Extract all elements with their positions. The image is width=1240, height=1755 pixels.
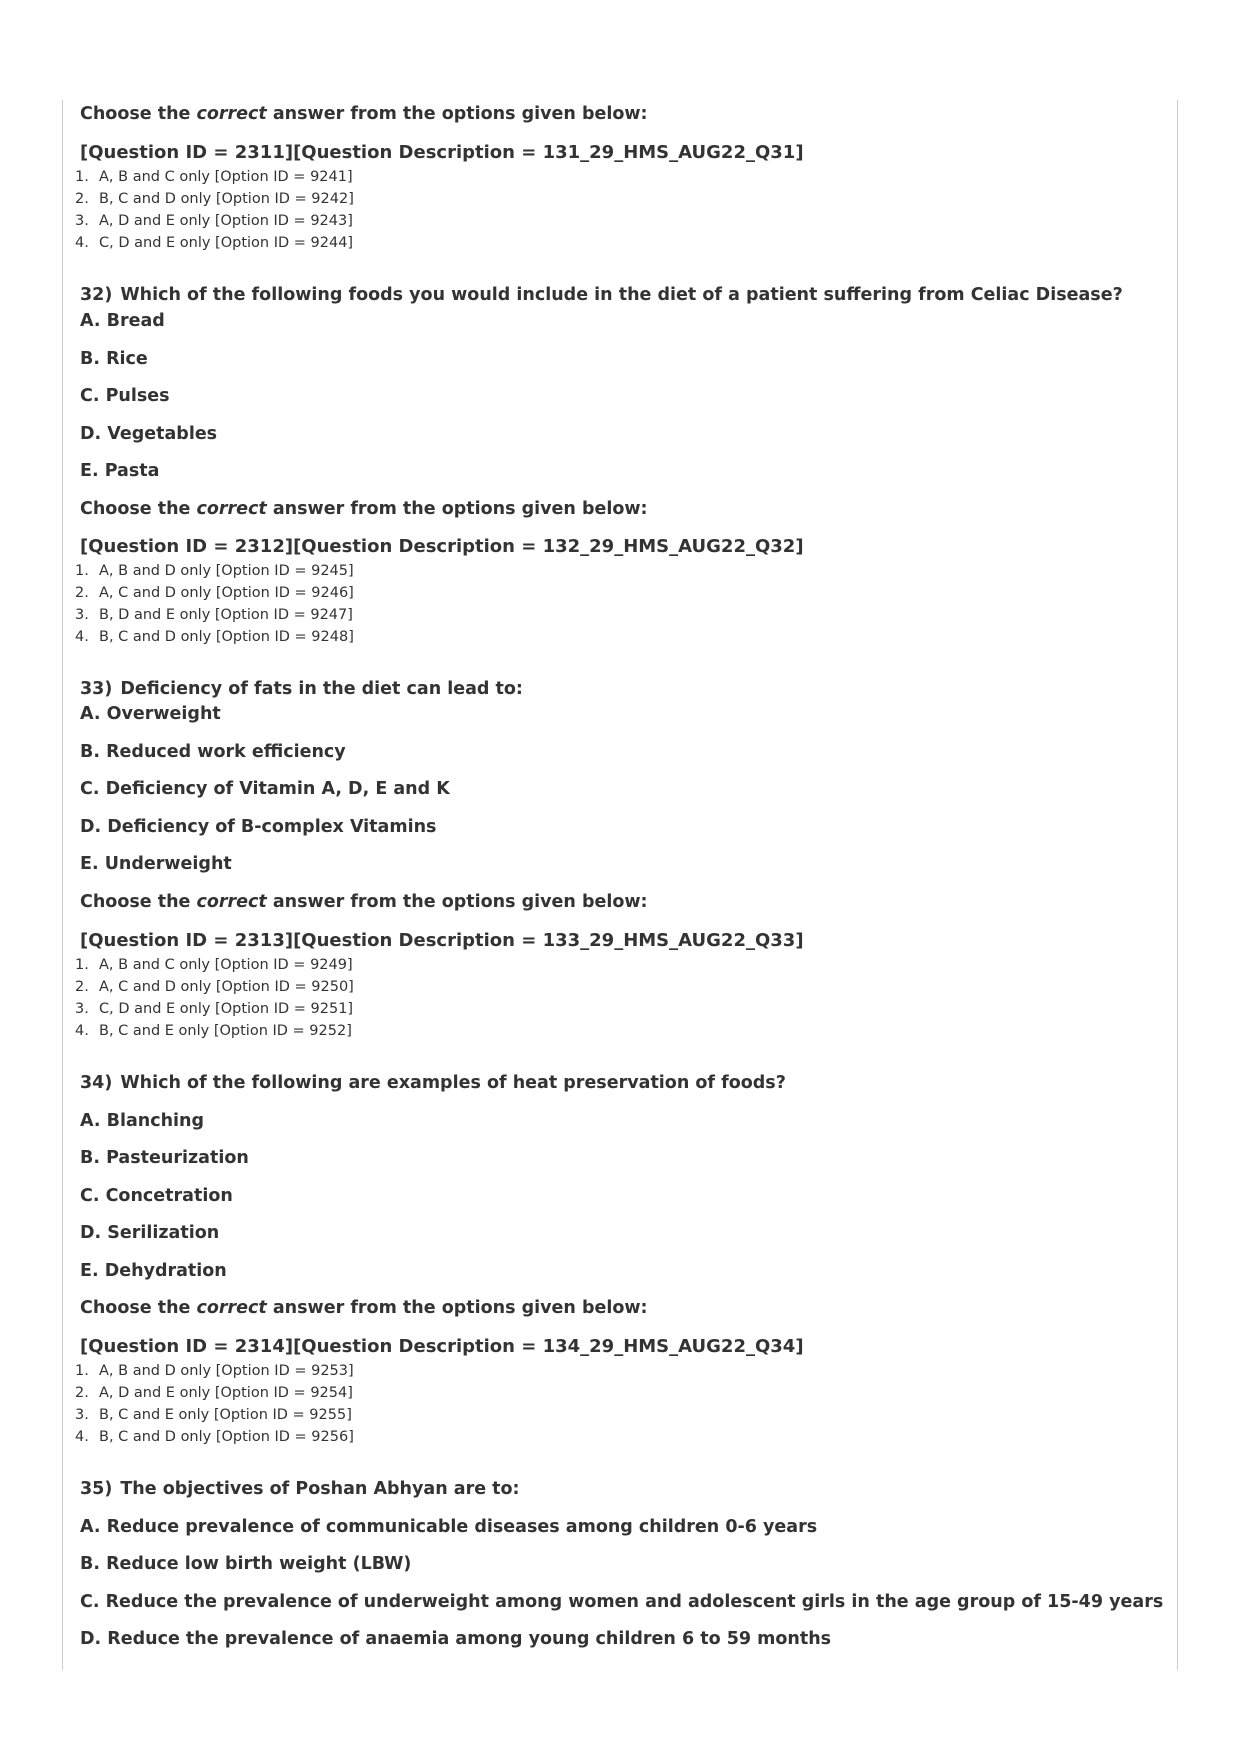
question-35 [80, 1479, 520, 1499]
option-31-3 [75, 213, 353, 229]
option-text: A, B and D only [Option ID = 9253] [99, 1363, 354, 1379]
option-text: A, C and D only [Option ID = 9246] [99, 585, 354, 601]
question-text: Deficiency of fats in the diet can lead to: [120, 679, 523, 699]
option-32-2 [75, 585, 354, 601]
option-number: 3. [75, 1407, 89, 1423]
option-number: 2. [75, 1385, 89, 1401]
item-33-a: A. Overweight [80, 704, 221, 724]
option-number: 4. [75, 1429, 89, 1445]
option-text: B, C and D only [Option ID = 9256] [99, 1429, 354, 1445]
question-text: Which of the following foods you would include in the diet of a patient suffering from Celiac Disease? [120, 285, 1123, 305]
option-number: 4. [75, 235, 89, 251]
option-number: 1. [75, 957, 89, 973]
option-32-4 [75, 629, 354, 645]
option-text: B, D and E only [Option ID = 9247] [99, 607, 353, 623]
option-31-1 [75, 169, 353, 185]
question-number: 32) [80, 285, 113, 305]
choose-prefix: Choose the [80, 499, 191, 519]
option-number: 1. [75, 563, 89, 579]
option-33-1 [75, 957, 353, 973]
question-34 [80, 1073, 786, 1093]
question-33 [80, 679, 523, 699]
option-text: B, C and D only [Option ID = 9242] [99, 191, 354, 207]
option-text: B, C and D only [Option ID = 9248] [99, 629, 354, 645]
option-text: A, D and E only [Option ID = 9243] [99, 213, 353, 229]
choose-prefix: Choose the [80, 1298, 191, 1318]
option-text: C, D and E only [Option ID = 9244] [99, 235, 354, 251]
option-text: A, B and C only [Option ID = 9241] [99, 169, 353, 185]
option-33-2 [75, 979, 354, 995]
choose-suffix: answer from the options given below: [272, 892, 648, 912]
option-number: 1. [75, 169, 89, 185]
option-number: 2. [75, 979, 89, 995]
item-35-d: D. Reduce the prevalence of anaemia among young children 6 to 59 months [80, 1629, 832, 1649]
choose-emphasis: correct [196, 104, 267, 124]
choose-emphasis: correct [196, 892, 267, 912]
option-text: A, C and D only [Option ID = 9250] [99, 979, 354, 995]
item-33-e: E. Underweight [80, 854, 232, 874]
question-32 [80, 285, 1123, 305]
option-text: B, C and E only [Option ID = 9255] [99, 1407, 352, 1423]
item-32-c: C. Pulses [80, 386, 170, 406]
choose-prefix: Choose the [80, 892, 191, 912]
question-text: The objectives of Poshan Abhyan are to: [120, 1479, 520, 1499]
item-34-e: E. Dehydration [80, 1261, 227, 1281]
option-34-4 [75, 1429, 354, 1445]
option-34-2 [75, 1385, 353, 1401]
item-35-c: C. Reduce the prevalence of underweight among women and adolescent girls in the age group of 15-49 years [80, 1592, 1164, 1612]
option-number: 3. [75, 213, 89, 229]
option-31-4 [75, 235, 353, 251]
question-meta-32: [Question ID = 2312][Question Description = 132_29_HMS_AUG22_Q32] [80, 536, 804, 557]
item-33-c: C. Deficiency of Vitamin A, D, E and K [80, 779, 450, 799]
item-33-d: D. Deficiency of B-complex Vitamins [80, 817, 437, 837]
item-34-b: B. Pasteurization [80, 1148, 249, 1168]
item-32-e: E. Pasta [80, 461, 160, 481]
item-32-a: A. Bread [80, 311, 165, 331]
option-number: 2. [75, 191, 89, 207]
option-text: A, B and D only [Option ID = 9245] [99, 563, 354, 579]
choose-emphasis: correct [196, 499, 267, 519]
question-meta-34: [Question ID = 2314][Question Description = 134_29_HMS_AUG22_Q34] [80, 1336, 804, 1357]
option-number: 4. [75, 629, 89, 645]
item-34-c: C. Concetration [80, 1186, 233, 1206]
item-35-b: B. Reduce low birth weight (LBW) [80, 1554, 412, 1574]
choose-instruction [80, 1298, 648, 1318]
question-text: Which of the following are examples of heat preservation of foods? [120, 1073, 786, 1093]
option-32-1 [75, 563, 354, 579]
choose-prefix: Choose the [80, 104, 191, 124]
item-34-a: A. Blanching [80, 1111, 205, 1131]
option-34-3 [75, 1407, 352, 1423]
question-meta-33: [Question ID = 2313][Question Description = 133_29_HMS_AUG22_Q33] [80, 930, 804, 951]
option-number: 4. [75, 1023, 89, 1039]
option-number: 3. [75, 1001, 89, 1017]
option-32-3 [75, 607, 353, 623]
option-text: C, D and E only [Option ID = 9251] [99, 1001, 354, 1017]
choose-emphasis: correct [196, 1298, 267, 1318]
option-text: A, B and C only [Option ID = 9249] [99, 957, 353, 973]
option-31-2 [75, 191, 354, 207]
item-35-a: A. Reduce prevalence of communicable diseases among children 0-6 years [80, 1517, 818, 1537]
option-34-1 [75, 1363, 354, 1379]
choose-suffix: answer from the options given below: [272, 1298, 648, 1318]
question-number: 34) [80, 1073, 113, 1093]
choose-instruction [80, 892, 648, 912]
option-33-4 [75, 1023, 352, 1039]
option-number: 3. [75, 607, 89, 623]
question-number: 33) [80, 679, 113, 699]
option-number: 2. [75, 585, 89, 601]
choose-suffix: answer from the options given below: [272, 499, 648, 519]
item-33-b: B. Reduced work efficiency [80, 742, 346, 762]
item-32-b: B. Rice [80, 349, 148, 369]
question-number: 35) [80, 1479, 113, 1499]
option-number: 1. [75, 1363, 89, 1379]
option-33-3 [75, 1001, 353, 1017]
item-32-d: D. Vegetables [80, 424, 218, 444]
choose-suffix: answer from the options given below: [272, 104, 648, 124]
choose-instruction [80, 104, 648, 124]
choose-instruction [80, 499, 648, 519]
item-34-d: D. Serilization [80, 1223, 220, 1243]
option-text: B, C and E only [Option ID = 9252] [99, 1023, 352, 1039]
question-meta-31: [Question ID = 2311][Question Description = 131_29_HMS_AUG22_Q31] [80, 142, 804, 163]
option-text: A, D and E only [Option ID = 9254] [99, 1385, 353, 1401]
